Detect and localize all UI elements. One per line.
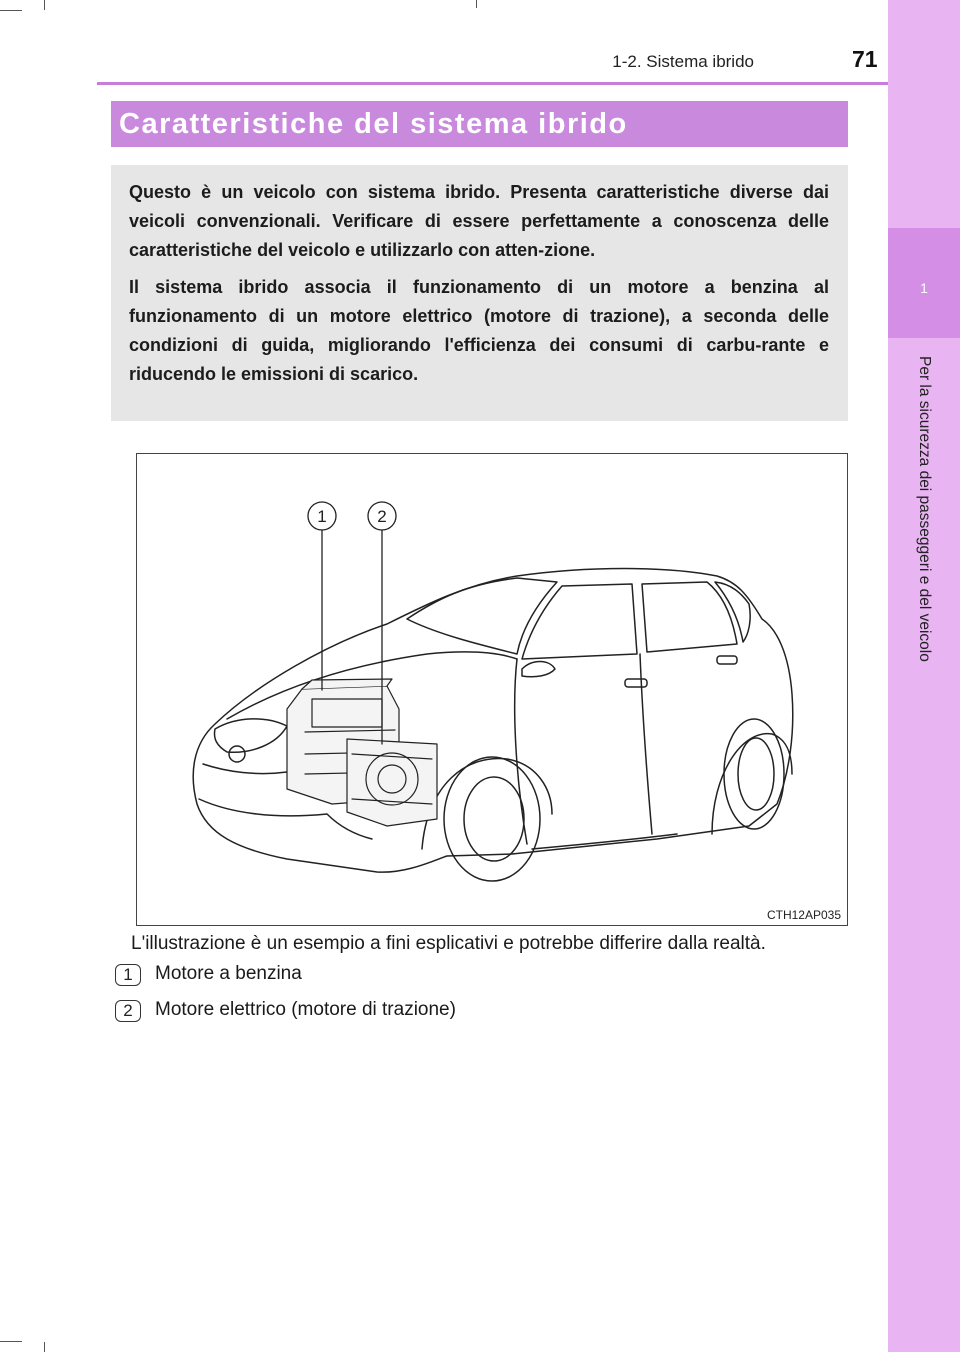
crop-mark: [0, 1341, 22, 1342]
rear-door-line: [640, 654, 652, 834]
hybrid-car-drawing: [137, 454, 847, 925]
intro-paragraph: Il sistema ibrido associa il funzionamento di un motore a benzina al funzionamento di un motore elettrico (motore di trazione), a seconda delle condizioni di guida, migliorando l'efficienza dei consumi di carbu-rante e riducendo le emissioni di scarico.: [129, 277, 829, 384]
image-code: CTH12AP035: [766, 908, 841, 922]
intro-box: [111, 165, 848, 421]
callout-1-number: 1: [317, 507, 327, 526]
engine-assembly: [287, 679, 437, 826]
crop-mark: [44, 0, 45, 10]
front-wheel: [444, 757, 540, 881]
legend-number: 1: [115, 964, 141, 986]
car-illustration: [136, 453, 848, 926]
chapter-number: 1: [920, 280, 928, 296]
front-door-handle: [625, 679, 647, 687]
legend-label: Motore a benzina: [155, 963, 302, 984]
front-grille: [203, 764, 287, 774]
car-body-outline: [193, 569, 793, 873]
crop-mark: [44, 1342, 45, 1352]
rear-wheel: [724, 719, 784, 829]
chapter-side-tab: [888, 0, 960, 1352]
header-rule: [97, 82, 888, 85]
rear-quarter-window: [715, 582, 750, 642]
callout-2-number: 2: [377, 507, 387, 526]
rear-wheel-rim: [738, 738, 774, 810]
front-bumper: [199, 799, 372, 839]
crop-mark: [476, 0, 477, 8]
rear-door-handle: [717, 656, 737, 664]
illustration-caption: L'illustrazione è un esempio a fini esplicativi e potrebbe differire dalla realtà.: [131, 933, 766, 954]
chapter-title: Per la sicurezza dei passeggeri e del veicolo: [916, 356, 933, 662]
front-door-line: [515, 659, 527, 844]
front-door-window: [522, 584, 637, 659]
side-mirror: [522, 662, 555, 677]
fog-light: [229, 746, 245, 762]
headlight: [215, 719, 288, 752]
intro-paragraph: Questo è un veicolo con sistema ibrido. Presenta caratteristiche diverse dai veicoli convenzionali. Verificare di essere perfettamente a conoscenza delle caratteristiche del veicolo e utilizzarlo con atten-zione.: [129, 182, 829, 260]
front-wheel-arch: [422, 758, 552, 849]
running-head: 1-2. Sistema ibrido: [612, 52, 754, 71]
page-number: 71: [852, 46, 878, 72]
section-title: Caratteristiche del sistema ibrido: [111, 101, 848, 147]
front-wheel-rim: [464, 777, 524, 861]
legend-number: 2: [115, 1000, 141, 1022]
windshield: [407, 578, 557, 654]
crop-mark: [0, 10, 22, 11]
legend-label: Motore elettrico (motore di trazione): [155, 999, 456, 1020]
side-sill: [532, 834, 677, 849]
